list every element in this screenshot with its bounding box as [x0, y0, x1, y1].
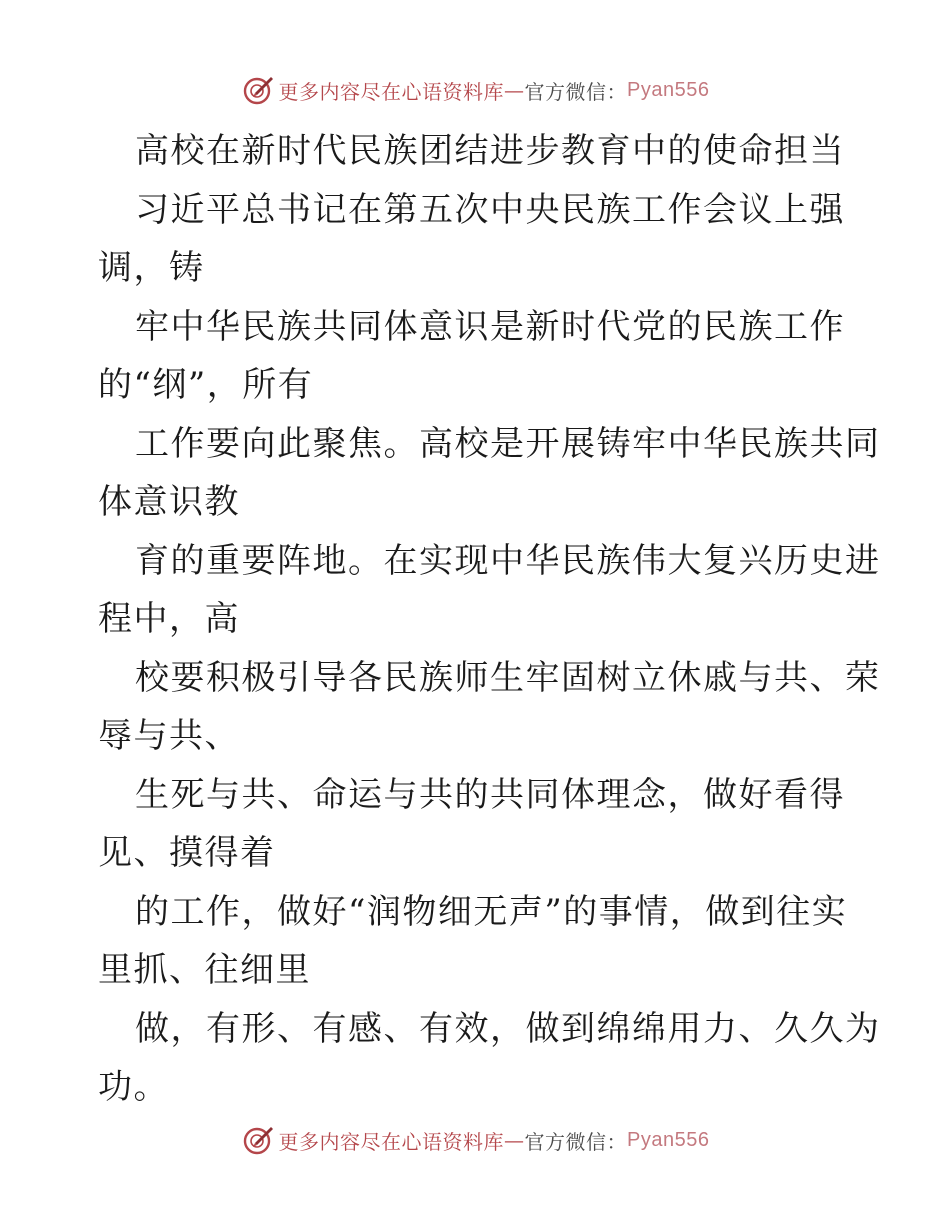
body-line: 调，铸 — [98, 248, 205, 288]
body-line: 见、摸得着 — [98, 833, 276, 873]
watermark-wechat-label: 官方微信： — [524, 79, 628, 104]
watermark-wechat-label: 官方微信： — [524, 1129, 628, 1154]
body-line: 功。 — [98, 1067, 169, 1107]
body-line: 的工作，做好“润物细无声”的事情，做到往实 — [135, 891, 848, 932]
body-line: 辱与共、 — [98, 716, 240, 756]
body-line: 里抓、往细里 — [98, 950, 311, 990]
body-line: 的“纲”，所有 — [98, 365, 314, 405]
watermark-dash: — — [504, 1128, 525, 1152]
document-title: 高校在新时代民族团结进步教育中的使命担当 — [135, 131, 845, 171]
body-line: 生死与共、命运与共的共同体理念，做好看得 — [135, 774, 845, 815]
footer-watermark — [0, 1120, 950, 1160]
watermark-wechat-id: Pyan556 — [627, 78, 710, 101]
pen-logo-icon — [241, 1123, 275, 1157]
watermark-main-text: 更多内容尽在心语资料库 — [278, 1129, 505, 1154]
body-line: 做，有形、有感、有效，做到绵绵用力、久久为 — [135, 1008, 881, 1049]
watermark-dash: — — [504, 78, 525, 102]
body-line: 习近平总书记在第五次中央民族工作会议上强 — [135, 189, 845, 230]
watermark-wechat-id: Pyan556 — [627, 1128, 710, 1151]
body-line: 体意识教 — [98, 482, 240, 522]
body-line: 育的重要阵地。在实现中华民族伟大复兴历史进 — [135, 540, 881, 581]
pen-logo-icon — [241, 73, 275, 107]
body-line: 程中，高 — [98, 599, 240, 639]
watermark-main-text: 更多内容尽在心语资料库 — [278, 79, 505, 104]
body-line: 校要积极引导各民族师生牢固树立休戚与共、荣 — [135, 657, 881, 698]
document-body — [98, 122, 881, 1117]
body-line: 工作要向此聚焦。高校是开展铸牢中华民族共同 — [135, 423, 881, 464]
body-line: 牢中华民族共同体意识是新时代党的民族工作 — [135, 306, 845, 347]
header-watermark — [0, 70, 950, 110]
